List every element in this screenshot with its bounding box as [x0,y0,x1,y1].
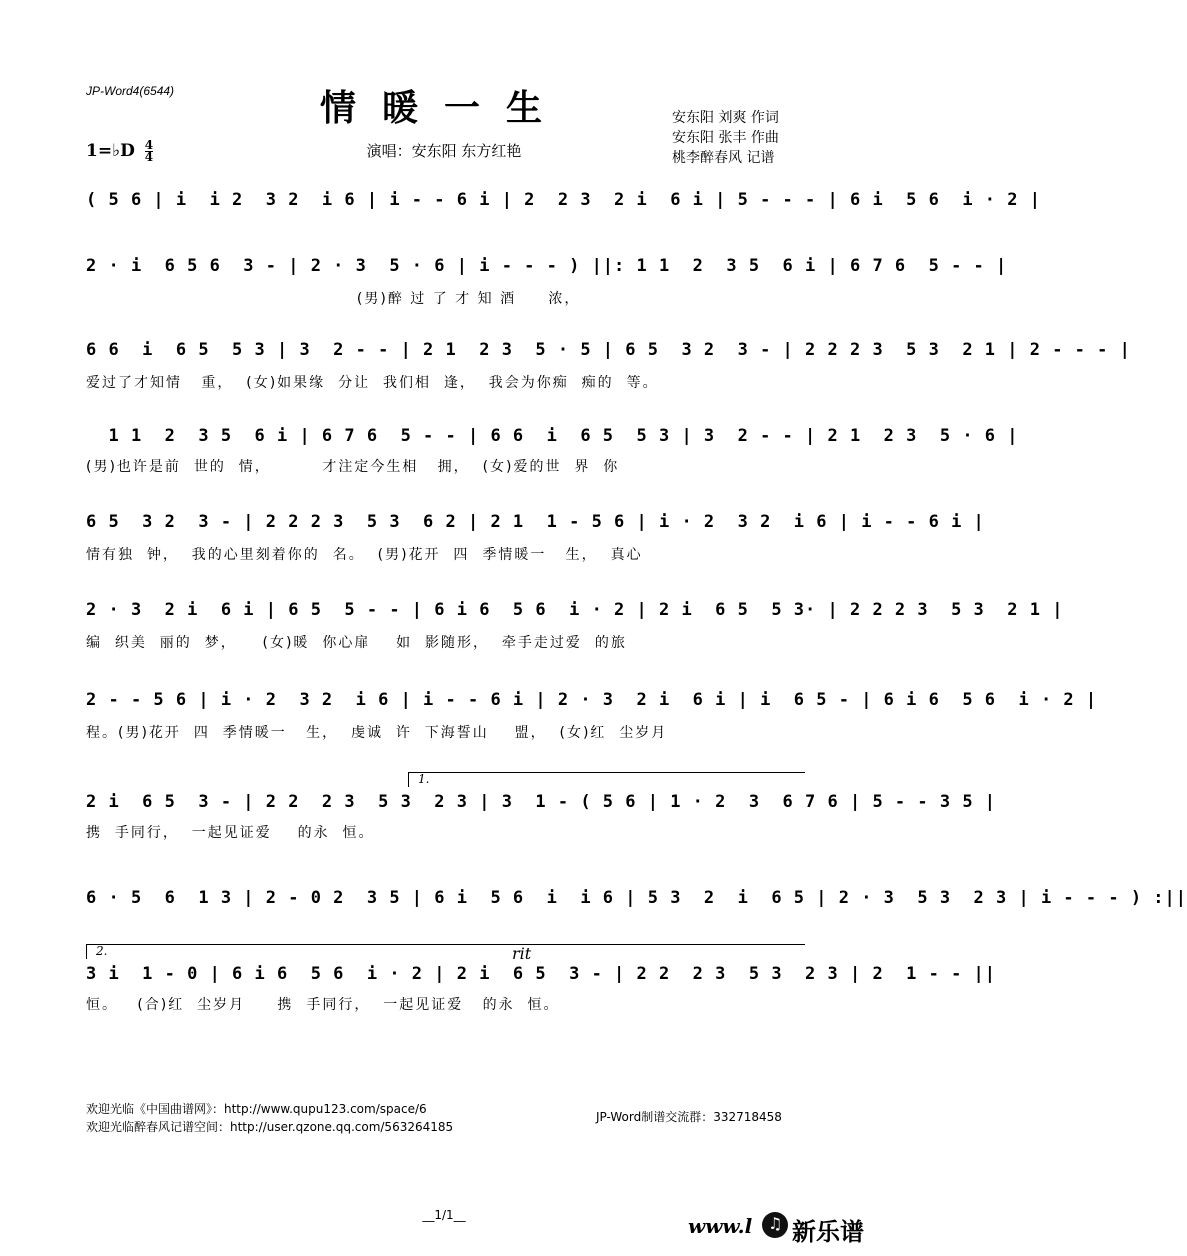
volta-1-bracket [408,772,805,787]
footer-link-1[interactable]: 欢迎光临《中国曲谱网》：http://www.qupu123.com/space/6 [86,1102,427,1116]
software-label: JP-Word4(6544) [86,84,175,98]
lyric-line-7: 程。(男)花开 四 季情暖一 生， 虔诚 许 下海誓山 盟， (女)红 尘岁月 [86,725,668,741]
score-line-4: 1 1 2 3 5 6 i | 6 7 6 5 - - | 6 6 i 6 5 5 3 | 3 2 - - | 2 1 2 3 5 · 6 | [86,426,1019,446]
page-number: __1/1__ [422,1208,466,1222]
credits [672,108,779,168]
key-signature [86,140,153,163]
score-line-9: 6 · 5 6 1 3 | 2 - 0 2 3 5 | 6 i 5 6 i i 6 | 5 3 2 i 6 5 | 2 · 3 5 3 2 3 | i - - - ) :|| [86,888,1187,908]
footer-links [86,1100,453,1136]
time-signature [145,140,153,163]
volta-1-label: 1. [418,772,430,786]
key-label: 1=♭D [86,141,135,161]
transcriber-credit: 桃李醉春风 记谱 [672,150,775,166]
score-line-10: 3 i 1 - 0 | 6 i 6 5 6 i · 2 | 2 i 6 5 3 - | 2 2 2 3 5 3 2 3 | 2 1 - - || [86,964,997,984]
lyric-line-2: (男)醉 过 了 才 知 酒 浓， [86,291,581,307]
lyric-line-8: 携 手同行， 一起见证爱 的永 恒。 [86,825,375,841]
score-line-3: 6 6 i 6 5 5 3 | 3 2 - - | 2 1 2 3 5 · 5 | 6 5 3 2 3 - | 2 2 2 3 5 3 2 1 | 2 - - - | [86,340,1131,360]
watermark-url: www.l [688,1214,753,1238]
score-line-7: 2 - - 5 6 | i · 2 3 2 i 6 | i - - 6 i | 2 · 3 2 i 6 i | i 6 5 - | 6 i 6 5 6 i · 2 | [86,690,1098,710]
score-line-1: ( 5 6 | i i 2 3 2 i 6 | i - - 6 i | 2 2 3 2 i 6 i | 5 - - - | 6 i 5 6 i · 2 | [86,190,1041,210]
meter-top: 4 [144,138,154,152]
lyric-line-5: 情有独 钟， 我的心里刻着你的 名。 (男)花开 四 季情暖一 生， 真心 [86,547,643,563]
lyricist-credit: 安东阳 刘爽 作词 [672,110,779,126]
lyric-line-4: (男)也许是前 世的 情， 才注定今生相 拥， (女)爱的世 界 你 [86,459,620,475]
watermark-brand: 新乐谱 [792,1218,864,1246]
music-disc-icon [762,1212,788,1238]
score-line-8: 2 i 6 5 3 - | 2 2 2 3 5 3 2 3 | 3 1 - ( 5 6 | 1 · 2 3 6 7 6 | 5 - - 3 5 | [86,792,997,812]
score-line-5: 6 5 3 2 3 - | 2 2 2 3 5 3 6 2 | 2 1 1 - 5 6 | i · 2 3 2 i 6 | i - - 6 i | [86,512,985,532]
meter-bottom: 4 [144,150,154,164]
lyric-line-3: 爱过了才知情 重， (女)如果缘 分让 我们相 逢， 我会为你痴 痴的 等。 [86,375,659,391]
footer-link-2[interactable]: 欢迎光临醉春风记谱空间：http://user.qzone.qq.com/563264185 [86,1120,454,1134]
singer-line: 演唱：安东阳 东方红艳 [366,142,522,160]
group-info: JP-Word制谱交流群：332718458 [596,1110,782,1124]
lyric-line-10: 恒。 (合)红 尘岁月 携 手同行， 一起见证爱 的永 恒。 [86,997,560,1013]
composer-credit: 安东阳 张丰 作曲 [672,130,779,146]
song-title: 情暖一生 [319,87,568,129]
ritardando-mark: rit [512,944,532,963]
lyric-line-6: 编 织美 丽的 梦， (女)暖 你心扉 如 影随形， 牵手走过爱 的旅 [86,635,627,651]
score-line-6: 2 · 3 2 i 6 i | 6 5 5 - - | 6 i 6 5 6 i · 2 | 2 i 6 5 5 3· | 2 2 2 3 5 3 2 1 | [86,600,1064,620]
volta-2-bracket [86,944,805,959]
score-line-2: 2 · i 6 5 6 3 - | 2 · 3 5 · 6 | i - - - ) ||: 1 1 2 3 5 6 i | 6 7 6 5 - - | [86,256,1008,276]
volta-2-label: 2. [96,944,108,958]
